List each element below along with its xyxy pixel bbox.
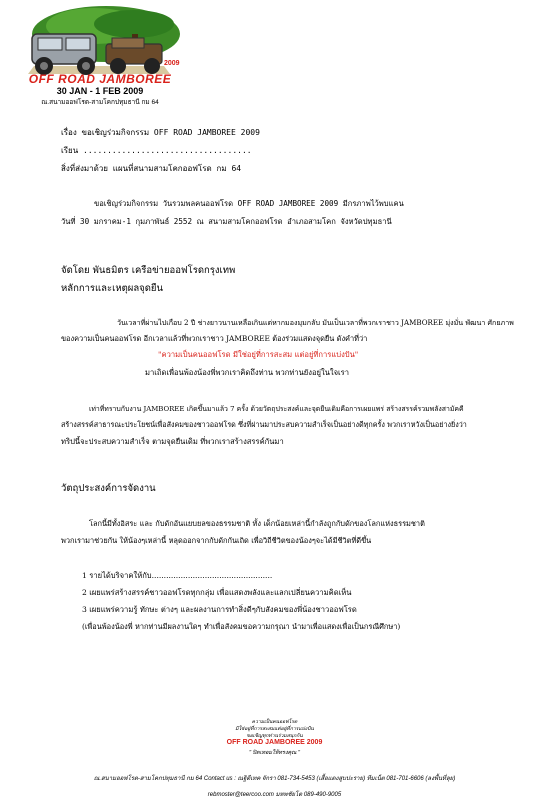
- para1-line-4: มาเถิดเพื่อนพ้องน้องพี่พวกเราคิดถึงท่าน พวกท่านยังอยู่ในใจเรา: [145, 368, 349, 377]
- logo-year: 2009: [164, 60, 180, 67]
- list-item: (เพื่อนพ้องน้องพี่ หากท่านมีผลงานใดๆ ทำเพื่อสังคมขอความกรุณา นำมาเพื่อแสดงเพื่อเป็นกรณีศึกษา): [82, 622, 401, 631]
- letter-to: เรียน ...................................: [61, 146, 252, 155]
- footer-email: rebmoster@teercoo.com มหพชัยโต 089-490-9005: [207, 792, 342, 798]
- para1-line-2: ของความเป็นคนออฟโรด อีกเวลาแล้วที่พวกเราชาว JAMBOREE ต้องร่วมแสดงจุดยืน ดังคำที่ว่า: [61, 334, 368, 343]
- para1-line-1: วันเวลาที่ผ่านไปเกือบ 2 ปี ช่างยาวนานเหลือเกินแต่หากมองมุมกลับ มันเป็นเวลาที่พวกเราชาว JAMBOREE มุ่งมั่น พัฒนา ศักยภาพ: [117, 318, 514, 327]
- letter-enclosure: สิ่งที่ส่งมาด้วย แผนที่สนามสามโคกออฟโรด กม 64: [61, 164, 242, 173]
- intro-line-2: วันที่ 30 มกราคม-1 กุมภาพันธ์ 2552 ณ สนามสามโคกออฟโรด อำเภอสามโคก จังหวัดปทุมธานี: [61, 217, 392, 226]
- para2-line-2: สร้างสรรค์สาธารณะประโยชน์เพื่อสังคมของชาวออฟโรด ซึ่งที่ผ่านมาประสบความสำเร็จเป็นอย่างดีทุกครั้ง พวกเราหวังเป็นอย่างยิ่งว่า: [61, 420, 467, 429]
- letter-subject: เรื่อง ขอเชิญร่วมกิจกรรม OFF ROAD JAMBOREE 2009: [61, 128, 260, 137]
- list-item: 2 เผยแพร่สร้างสรรค์ชาวออฟโรดทุกกลุ่ม เพื่อแสดงพลังและแลกเปลี่ยนความคิดเห็น: [82, 588, 352, 597]
- list-item: 1 รายได้บริจาคให้กับ..................................................: [82, 571, 273, 580]
- intro-line-1: ขอเชิญร่วมกิจกรรม วันรวมพลคนออฟโรด OFF ROAD JAMBOREE 2009 มีกรภาพไว้พบแคน: [94, 199, 404, 208]
- principles-heading: หลักการและเหตุผลจุดยืน: [61, 283, 163, 294]
- organizer-heading: จัดโดย พันธมิตร เครือข่ายออฟโรดกรุงเทพ: [61, 265, 236, 276]
- logo-dates: 30 JAN - 1 FEB 2009: [56, 86, 144, 96]
- logo-title: OFF ROAD JAMBOREE: [28, 72, 172, 86]
- footer-event-name: OFF ROAD JAMBOREE 2009: [226, 739, 323, 746]
- objectives-heading: วัตถุประสงค์การจัดงาน: [61, 483, 156, 494]
- logo-place: ณ.สนามออฟโรด-สามโคกปทุมธานี กม 64: [41, 99, 159, 106]
- list-item: 3 เผยแพร่ความรู้ ทักษะ ต่างๆ และผลงานการทำสิ่งดีๆกับสังคมของพี่น้องชาวออฟโรด: [82, 605, 357, 614]
- para1-quote: "ความเป็นคนออฟโรด มีใช่อยู่ที่การสะสม แต่อยู่ที่การแบ่งปัน": [158, 350, 359, 359]
- footer-line-3: ขอเชิญทุกท่านร่วมสนุกกัน: [246, 733, 303, 739]
- footer-line-1: ความเป็นคนออฟโรด: [251, 719, 298, 725]
- para3-line-1: โลกนี้มีทั้งอิสระ และ กับดักอันแยบยลของธรรมชาติ ทั้ง เด็กน้อยเหล่านี้กำลังถูกกับดักของโลกแห่งธรรมชาติ: [89, 519, 425, 528]
- para3-line-2: พวกเรามาช่วยกัน ให้น้องๆเหล่านี้ หลุดออกจากกับดักกันเถิด เพื่อวิถีชีวิตของน้องๆจะได้มีชีวิตที่ดีขึ้น: [61, 536, 372, 545]
- footer-contact: ณ.สนามออฟโรด-สามโคกปทุมธานี กม 64 Contact us : ณฐิดีเทค จักรา 081-734-5453 (เสื้อแดงสูบปะราย) ทีมเน็ต 081-701-6606 (ลงพื้นที่ลุย): [93, 776, 456, 782]
- footer-line-2: มิใช่อยู่ที่การสะสมแต่อยู่ที่การแบ่งปัน: [235, 726, 314, 732]
- footer-tagline: " ปิดเทอมให้ทรงคุณ ": [249, 750, 300, 756]
- para2-line-1: เท่าที่ทราบกับงาน JAMBOREE เกิดขึ้นมาแล้ว 7 ครั้ง ด้วยวัตถุประสงค์และจุดยืนเดิมคือการเผยแพร่ สร้างสรรค์รวมพลังสามัคคี: [89, 405, 464, 413]
- event-logo: [14, 4, 186, 108]
- para2-line-3: ทริปนี้จะประสบความสำเร็จ ตามจุดยืนเดิม ที่พวกเราสร้างสรรค์กันมา: [61, 437, 284, 446]
